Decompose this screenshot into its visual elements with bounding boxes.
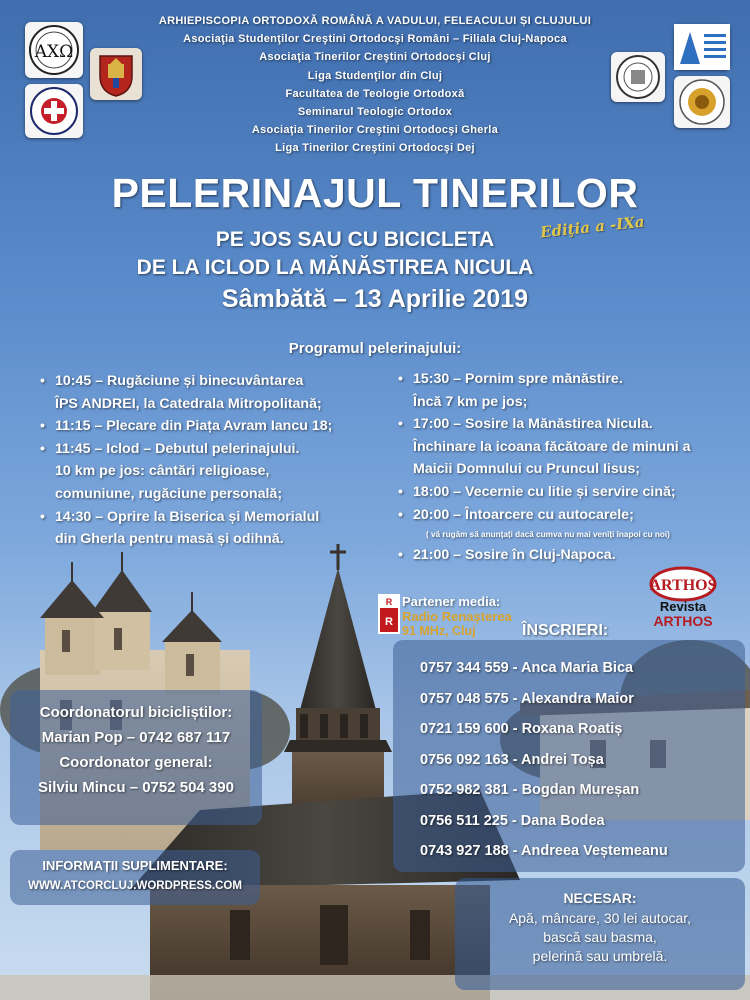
general-coordinator-value: Silviu Mincu – 0752 504 390: [38, 779, 234, 796]
registrations-heading: ÎNSCRIERI:: [522, 622, 609, 639]
registrations-list: [420, 653, 740, 867]
organizer-line: Asociaţia Tinerilor Creştini Ortodocşi Gherla: [251, 124, 499, 137]
schedule-line: 15:30 – Pornim spre mănăstire.: [413, 371, 623, 387]
necessary-line: pelerină sau umbrelă.: [532, 948, 668, 964]
bullet-icon: •: [398, 371, 403, 387]
edition-label: Ediţia a -IXa: [539, 212, 646, 242]
bullet-icon: •: [40, 508, 45, 525]
schedule-item: [40, 370, 370, 415]
schedule-left: [40, 370, 370, 551]
schedule-line: 18:00 – Vecernie cu litie și servire cină;: [413, 483, 676, 500]
schedule-right: [398, 368, 728, 567]
radio-logo-icon: [378, 594, 400, 634]
info-label: INFORMAȚII SUPLIMENTARE:: [42, 858, 228, 873]
arthos-magazine: Revista: [659, 599, 707, 614]
schedule-item: [398, 368, 728, 413]
schedule-line: Închinare la icoana făcătoare de minuni a: [413, 438, 691, 455]
registration-entry: 0757 048 575 - Alexandra Maior: [420, 690, 634, 707]
schedule-line: 17:00 – Sosire la Mănăstirea Nicula.: [413, 416, 653, 433]
necessary-line: bască sau basma,: [543, 929, 657, 945]
organizer-line: Asociaţia Tinerilor Creştini Ortodocşi Cluj: [259, 51, 491, 64]
schedule-line: 11:15 – Plecare din Piața Avram Iancu 18;: [55, 418, 333, 435]
schedule-item: [398, 544, 728, 567]
bullet-icon: •: [40, 440, 45, 457]
registration-entry: 0757 344 559 - Anca Maria Bica: [420, 660, 634, 676]
organizer-line: Facultatea de Teologie Ortodoxă: [285, 87, 465, 100]
organizer-line: Asociaţia Studenţilor Creştini Ortodocşi Români – Filiala Cluj-Napoca: [183, 33, 567, 46]
bullet-icon: •: [40, 418, 45, 435]
schedule-line: 20:00 – Întoarcere cu autocarele;: [413, 506, 634, 523]
registration-entry: 0743 927 188 - Andreea Veștemeanu: [420, 843, 668, 859]
subtitle-line: DE LA ICLOD LA MĂNĂSTIREA NICULA: [136, 256, 534, 279]
necessary-heading: NECESAR:: [563, 890, 637, 906]
atco-cluj-logo: [674, 24, 730, 70]
chi-rho-logo: [25, 22, 83, 78]
bullet-icon: •: [398, 416, 403, 433]
schedule-item: [398, 504, 728, 527]
schedule-line: 10:45 – Rugăciune și binecuvântarea: [55, 373, 304, 389]
registration-entry: 0721 159 600 - Roxana Roatiș: [420, 721, 623, 737]
bike-coordinator-value: Marian Pop – 0742 687 117: [41, 729, 231, 746]
info-url-link[interactable]: WWW.ATCORCLUJ.WORDPRESS.COM: [28, 880, 242, 892]
organizer-line: Liga Tinerilor Creştini Ortodocşi Dej: [275, 142, 475, 155]
schedule-item: [398, 413, 728, 481]
svg-text:ΑΧΩ: ΑΧΩ: [34, 42, 74, 62]
organizer-line: ARHIEPISCOPIA ORTODOXĂ ROMÂNĂ A VADULUI, FELEACULUI ȘI CLUJULUI: [158, 15, 592, 27]
schedule-line: din Gherla pentru masă și odihnă.: [55, 531, 284, 548]
schedule-item: [398, 481, 728, 504]
schedule-item: [40, 506, 370, 551]
schedule-line: comuniune, rugăciune personală;: [55, 485, 283, 502]
atco-gherla-logo: [674, 76, 730, 128]
schedule-line: 14:30 – Oprire la Biserica și Memorialul: [55, 508, 320, 525]
subtitle-line: PE JOS SAU CU BICICLETA: [215, 228, 495, 251]
event-date: Sâmbătă – 13 Aprilie 2019: [221, 285, 529, 313]
necessary-line: Apă, mâncare, 30 lei autocar,: [508, 910, 692, 926]
schedule-item: [40, 415, 370, 438]
media-frequency: 91 MHz, Cluj: [402, 624, 476, 638]
schedule-note: ( vă rugăm să anunțați dacă cumva nu mai veniți înapoi cu noi): [426, 530, 670, 540]
schedule-line: ÎPS ANDREI, la Catedrala Mitropolitană;: [55, 395, 322, 412]
schedule-line: Maicii Domnului cu Pruncul Iisus;: [413, 461, 641, 478]
arthos-magazine-name: ARTHOS: [653, 613, 713, 628]
general-coordinator-label: Coordonator general:: [59, 754, 213, 771]
bike-coordinator-label: Coordonatorul bicicliștilor:: [39, 704, 233, 721]
bullet-icon: •: [398, 483, 403, 500]
registration-entry: 0756 511 225 - Dana Bodea: [420, 812, 605, 829]
registration-entry: 0752 982 381 - Bogdan Mureșan: [420, 782, 640, 798]
organizer-line: Seminarul Teologic Ortodox: [297, 106, 453, 119]
svg-text:R: R: [385, 597, 393, 607]
organizer-line: Liga Studenţilor din Cluj: [307, 69, 443, 82]
media-label: Partener media:: [402, 594, 501, 609]
necessary-list: [455, 909, 745, 966]
registration-entry: 0756 092 163 - Andrei Toșa: [420, 751, 604, 768]
schedule-line: 11:45 – Iclod – Debutul pelerinajului.: [55, 440, 300, 457]
svg-text:R: R: [385, 616, 393, 628]
schedule-line: 10 km pe jos: cântări religioase,: [55, 463, 270, 480]
bullet-icon: •: [398, 547, 403, 564]
schedule-line: 21:00 – Sosire în Cluj-Napoca.: [413, 547, 616, 564]
organizers-list: [110, 12, 640, 158]
arthos-logo-text: ARTHOS: [649, 577, 717, 594]
bullet-icon: •: [40, 373, 45, 389]
schedule-line: Încă 7 km pe jos;: [413, 393, 528, 410]
coordinators-panel: [10, 690, 262, 825]
info-panel: [10, 850, 260, 905]
media-name: Radio Renașterea: [402, 609, 512, 624]
theology-seminary-logo: [25, 84, 83, 138]
program-heading: Programul pelerinajului:: [288, 340, 462, 357]
bullet-icon: •: [398, 506, 403, 523]
poster-title: PELERINAJUL TINERILOR: [111, 170, 639, 216]
arthos-logo: [648, 566, 718, 633]
schedule-item: [40, 438, 370, 506]
